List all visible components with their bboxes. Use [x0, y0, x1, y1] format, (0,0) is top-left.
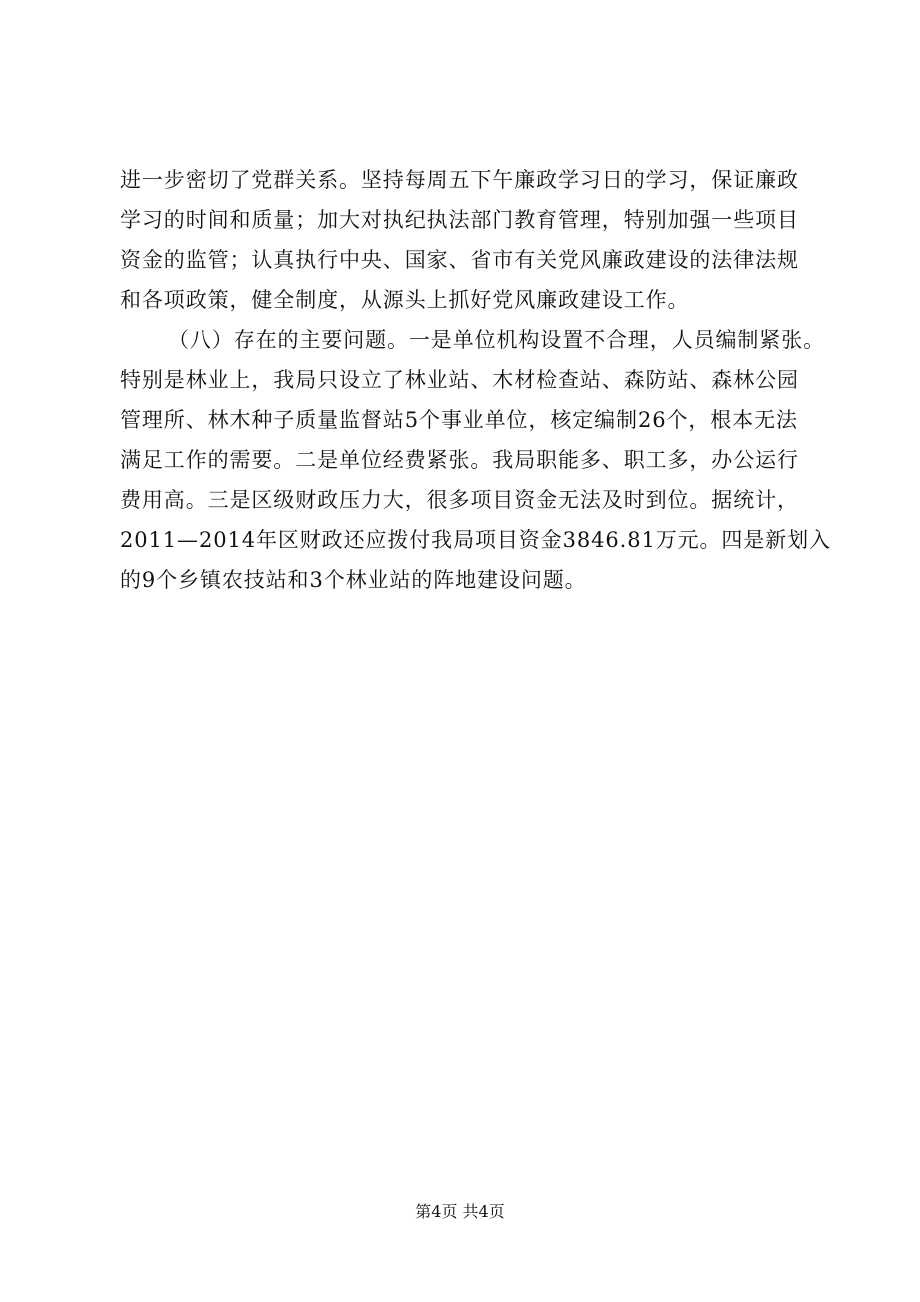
paragraph-continuation — [120, 160, 810, 320]
text-line: 费用高。三是区级财政压力大，很多项目资金无法及时到位。据统计， — [120, 488, 799, 512]
text-line: （八）存在的主要问题。一是单位机构设置不合理，人员编制紧张。 — [168, 328, 825, 352]
document-body — [120, 160, 831, 600]
text-line: 资金的监管；认真执行中央、国家、省市有关党风廉政建设的法律法规 — [120, 248, 799, 272]
text-line: 和各项政策，健全制度，从源头上抓好党风廉政建设工作。 — [120, 288, 690, 312]
text-line: 进一步密切了党群关系。坚持每周五下午廉政学习日的学习，保证廉政 — [120, 168, 799, 192]
text-line: 的9个乡镇农技站和3个林业站的阵地建设问题。 — [120, 568, 587, 592]
text-line: 2011—2014年区财政还应拨付我局项目资金3846.81万元。四是新划入 — [120, 528, 831, 552]
text-line: 管理所、林木种子质量监督站5个事业单位，核定编制26个，根本无法 — [120, 408, 798, 432]
text-line: 特别是林业上，我局只设立了林业站、木材检查站、森防站、森林公园 — [120, 368, 799, 392]
text-line: 学习的时间和质量；加大对执纪执法部门教育管理，特别加强一些项目 — [120, 208, 799, 232]
text-line: 满足工作的需要。二是单位经费紧张。我局职能多、职工多，办公运行 — [120, 448, 799, 472]
paragraph-main-problems — [120, 320, 831, 600]
page-number-footer: 第4页 共4页 — [415, 1202, 505, 1221]
